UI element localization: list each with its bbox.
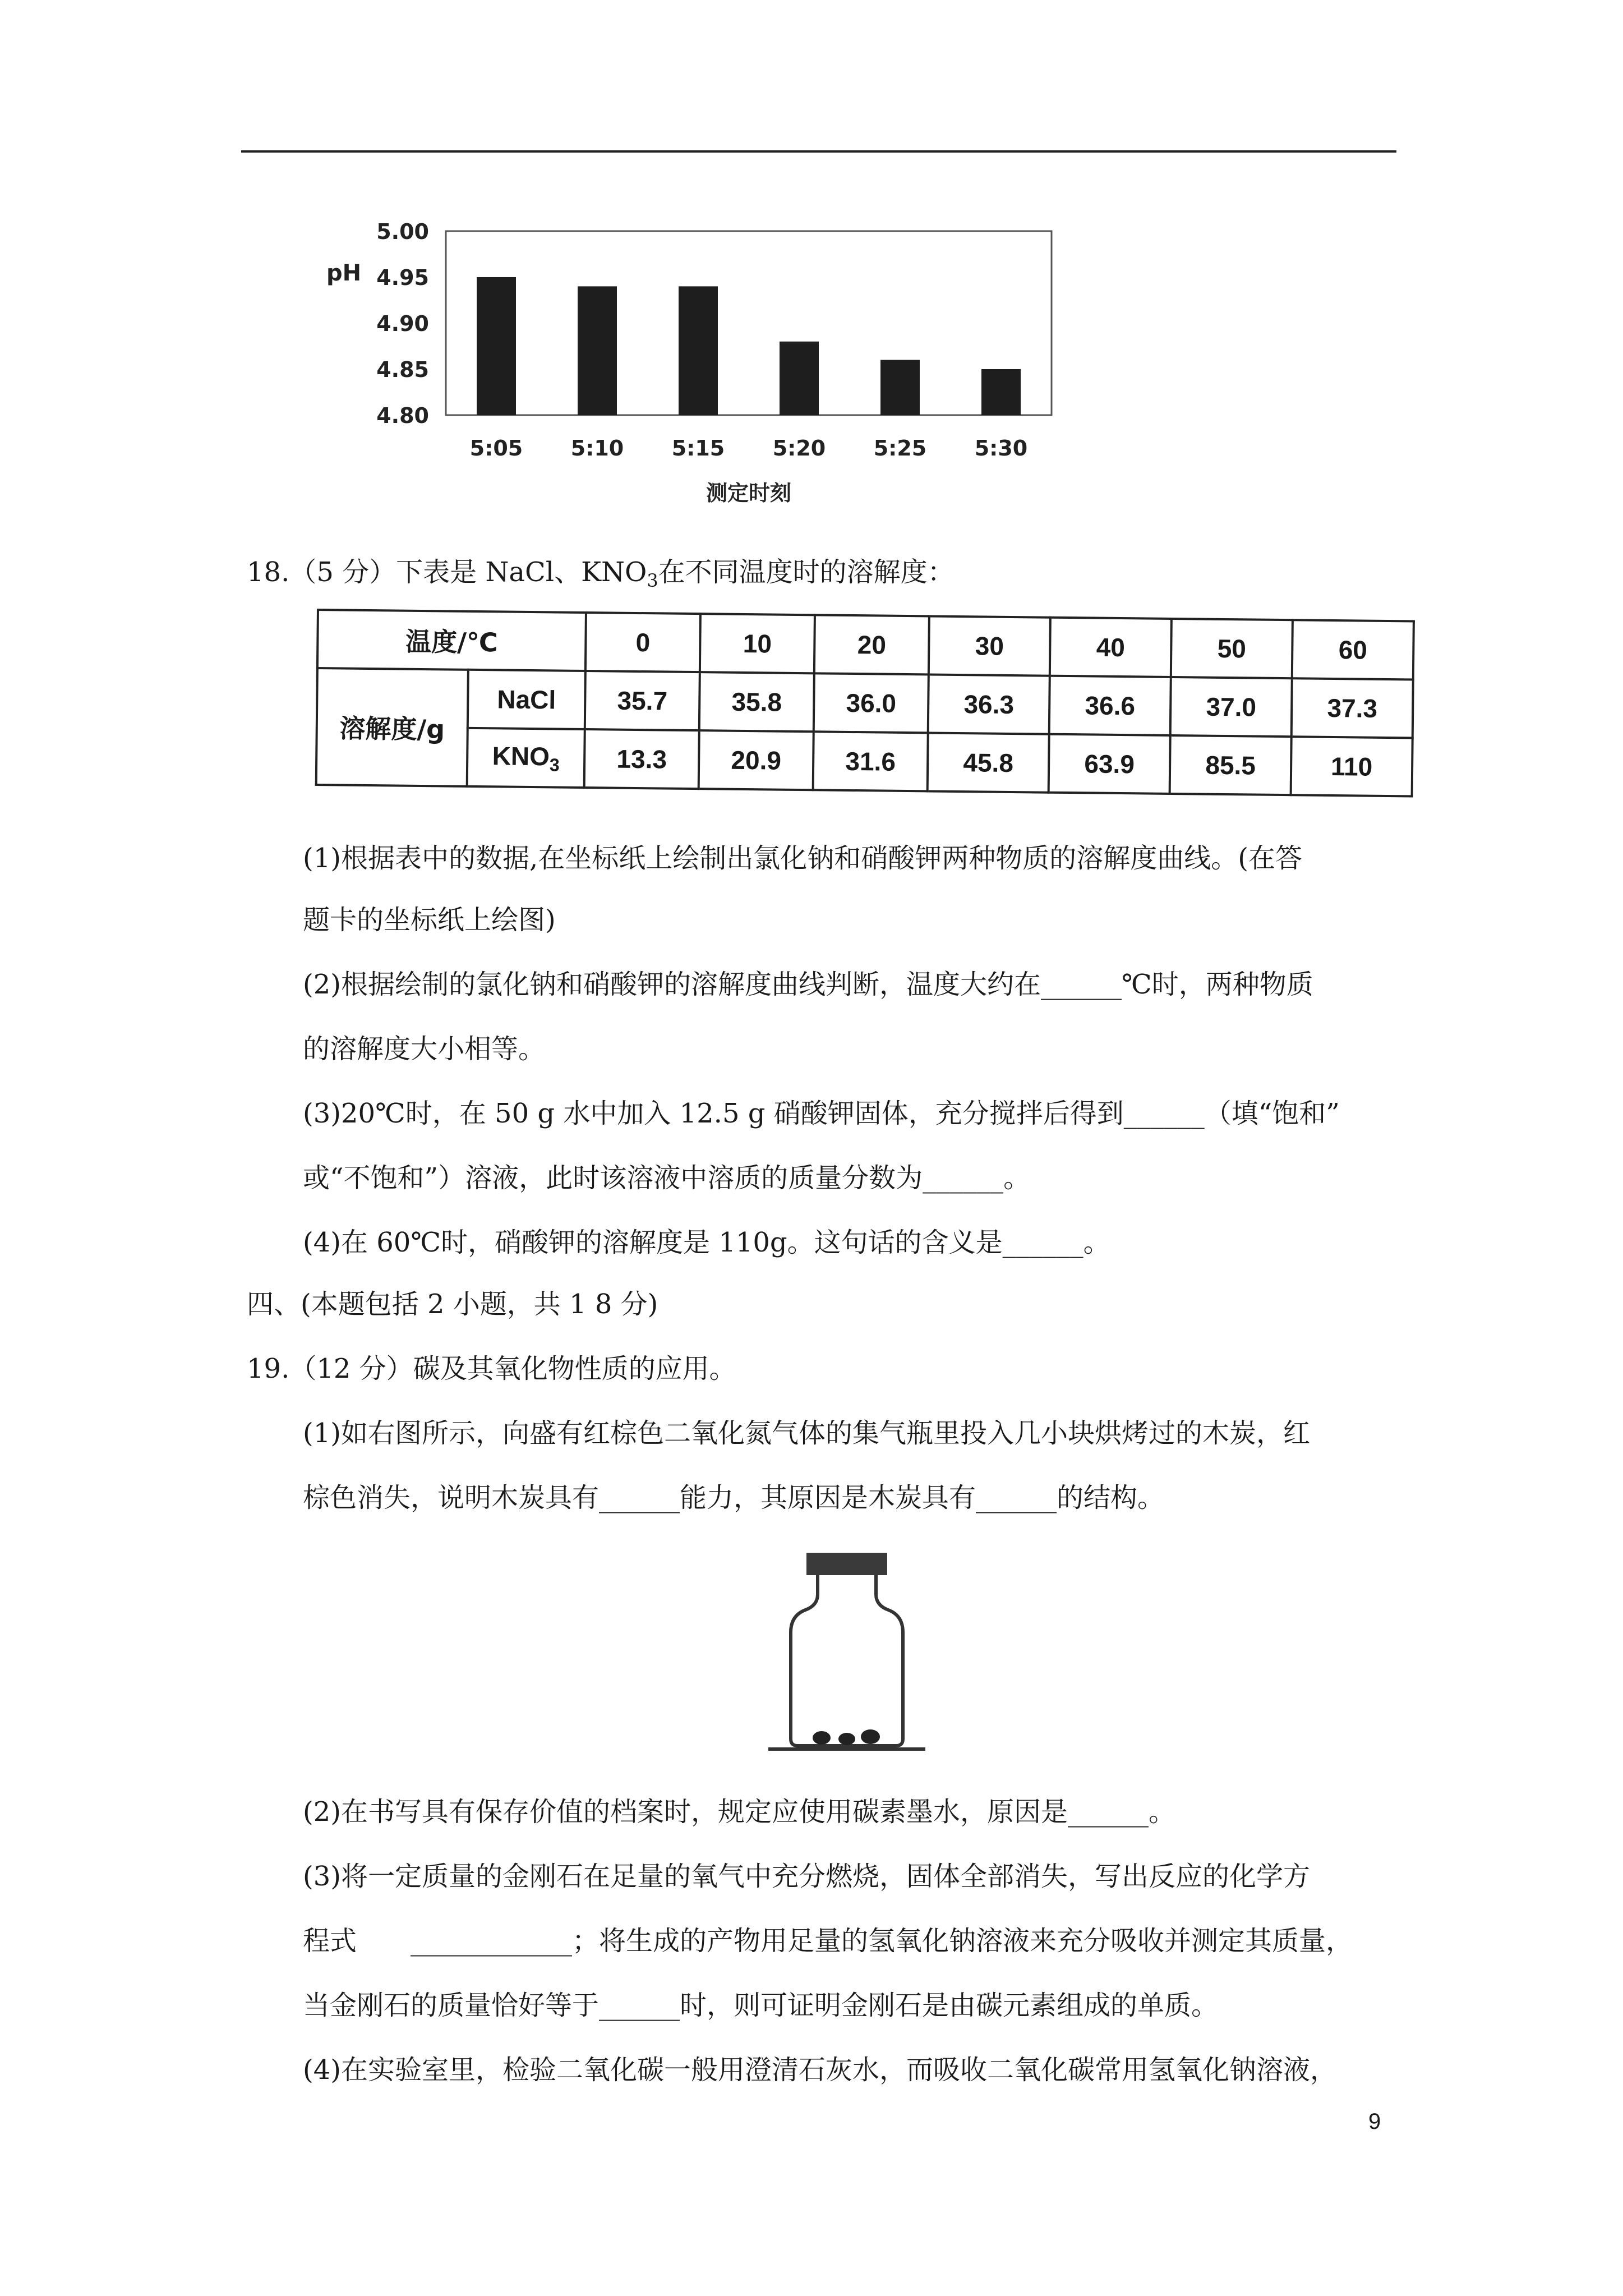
q18-part2-line1: (2)根据绘制的氯化钠和硝酸钾的溶解度曲线判断，温度大约在______℃时，两种物质: [303, 969, 1313, 1000]
charcoal-piece: [838, 1733, 855, 1745]
q18-intro-text-a: 18.（5 分）下表是 NaCl、KNO: [247, 556, 647, 588]
value-cell: 36.3: [928, 674, 1050, 734]
section-heading: 四、(本题包括 2 小题，共 1 8 分): [247, 1289, 658, 1320]
value-cell: 13.3: [584, 729, 699, 789]
q18-part4: (4)在 60℃时，硝酸钾的溶解度是 110g。这句话的含义是______。: [303, 1227, 1110, 1258]
ph-bar: [880, 360, 920, 415]
y-tick-label: 4.90: [376, 311, 429, 336]
value-cell: 36.6: [1049, 676, 1171, 735]
q18-intro: [247, 555, 955, 597]
ph-bar: [981, 369, 1021, 415]
q18-intro-subscript: 3: [647, 570, 658, 591]
q19-part1-line2: 棕色消失，说明木炭具有______能力，其原因是木炭具有______的结构。: [303, 1482, 1165, 1513]
y-tick-label: 4.85: [376, 357, 429, 382]
temp-cell: 50: [1171, 619, 1293, 678]
jar-body: [791, 1575, 903, 1746]
q19-title: 19.（12 分）碳及其氧化物性质的应用。: [247, 1353, 736, 1384]
value-cell: 45.8: [928, 733, 1049, 792]
substance-subscript: 3: [549, 754, 560, 775]
x-tick-label: 5:10: [570, 436, 624, 461]
temp-header-cell: 温度/℃: [317, 610, 586, 671]
ph-bar-chart: [314, 213, 1077, 516]
ph-bar: [477, 277, 516, 415]
temp-cell: 10: [700, 614, 815, 673]
substance-name: KNO: [492, 740, 550, 771]
y-tick-label: 4.80: [376, 403, 429, 428]
temp-cell: 20: [814, 615, 929, 674]
value-cell: 35.7: [585, 671, 700, 730]
ph-bar: [578, 286, 617, 415]
ph-chart-svg: [314, 213, 1077, 516]
table-row-kno3: [316, 726, 1413, 796]
value-cell: 31.6: [813, 731, 928, 791]
gas-jar-illustration: [768, 1543, 925, 1767]
value-cell: 35.8: [699, 672, 814, 731]
page-number: 9: [1368, 2109, 1381, 2134]
x-tick-label: 5:20: [772, 436, 826, 461]
x-tick-label: 5:15: [671, 436, 725, 461]
q19-part3-line2: 程式 ____________；将生成的产物用足量的氢氧化钠溶液来充分吸收并测定其质量，: [303, 1925, 1353, 1957]
y-axis-label: pH: [326, 260, 362, 286]
q18-intro-text-b: 在不同温度时的溶解度：: [658, 556, 955, 588]
charcoal-piece: [813, 1731, 831, 1745]
value-cell: 20.9: [699, 730, 814, 790]
table-row-temperature: [317, 610, 1414, 679]
q18-part3-line2: 或“不饱和”）溶液，此时该溶液中溶质的质量分数为______。: [303, 1162, 1031, 1194]
q18-part2-line2: 的溶解度大小相等。: [303, 1033, 546, 1065]
substance-cell-nacl: [468, 670, 585, 729]
value-cell: 110: [1291, 737, 1413, 796]
x-axis-label: 测定时刻: [706, 481, 792, 505]
solubility-header-cell: 溶解度/g: [316, 668, 468, 786]
y-tick-label: 4.95: [376, 265, 429, 290]
plot-frame: [446, 231, 1052, 415]
y-tick-label: 5.00: [376, 219, 429, 244]
value-cell: 37.3: [1292, 678, 1413, 738]
substance-cell-kno3: [467, 728, 585, 788]
x-tick-label: 5:30: [974, 436, 1028, 461]
value-cell: 37.0: [1170, 677, 1292, 737]
temp-cell: 60: [1292, 620, 1414, 679]
temp-cell: 30: [929, 616, 1050, 675]
ph-bar: [679, 286, 718, 415]
x-tick-label: 5:05: [469, 436, 523, 461]
value-cell: 63.9: [1049, 734, 1170, 794]
charcoal-piece: [861, 1729, 880, 1744]
q18-part1-line2: 题卡的坐标纸上绘图): [303, 904, 556, 936]
solubility-table: [315, 609, 1415, 797]
temp-cell: 40: [1050, 618, 1172, 677]
q19-part3-line1: (3)将一定质量的金刚石在足量的氧气中充分燃烧，固体全部消失，写出反应的化学方: [303, 1861, 1310, 1892]
temp-cell: 0: [585, 613, 700, 672]
q19-part1-line1: (1)如右图所示，向盛有红棕色二氧化氮气体的集气瓶里投入几小块烘烤过的木炭，红: [303, 1418, 1310, 1449]
x-tick-label: 5:25: [873, 436, 927, 461]
ph-bar: [780, 342, 819, 415]
q18-part1-line1: (1)根据表中的数据,在坐标纸上绘制出氯化钠和硝酸钾两种物质的溶解度曲线。(在答: [303, 843, 1302, 874]
substance-name: NaCl: [497, 684, 556, 715]
table-row-nacl: [317, 668, 1413, 738]
q19-part2: (2)在书写具有保存价值的档案时，规定应使用碳素墨水，原因是______。: [303, 1796, 1175, 1828]
jar-stopper: [806, 1553, 887, 1575]
q19-part3-line3: 当金刚石的质量恰好等于______时，则可证明金刚石是由碳元素组成的单质。: [303, 1990, 1219, 2021]
header-rule: [241, 150, 1396, 153]
q19-part4: (4)在实验室里，检验二氧化碳一般用澄清石灰水，而吸收二氧化碳常用氢氧化钠溶液，: [303, 2054, 1337, 2086]
q18-part3-line1: (3)20℃时，在 50 g 水中加入 12.5 g 硝酸钾固体，充分搅拌后得到______（填“饱和”: [303, 1098, 1340, 1129]
value-cell: 36.0: [814, 673, 929, 733]
value-cell: 85.5: [1170, 735, 1292, 795]
